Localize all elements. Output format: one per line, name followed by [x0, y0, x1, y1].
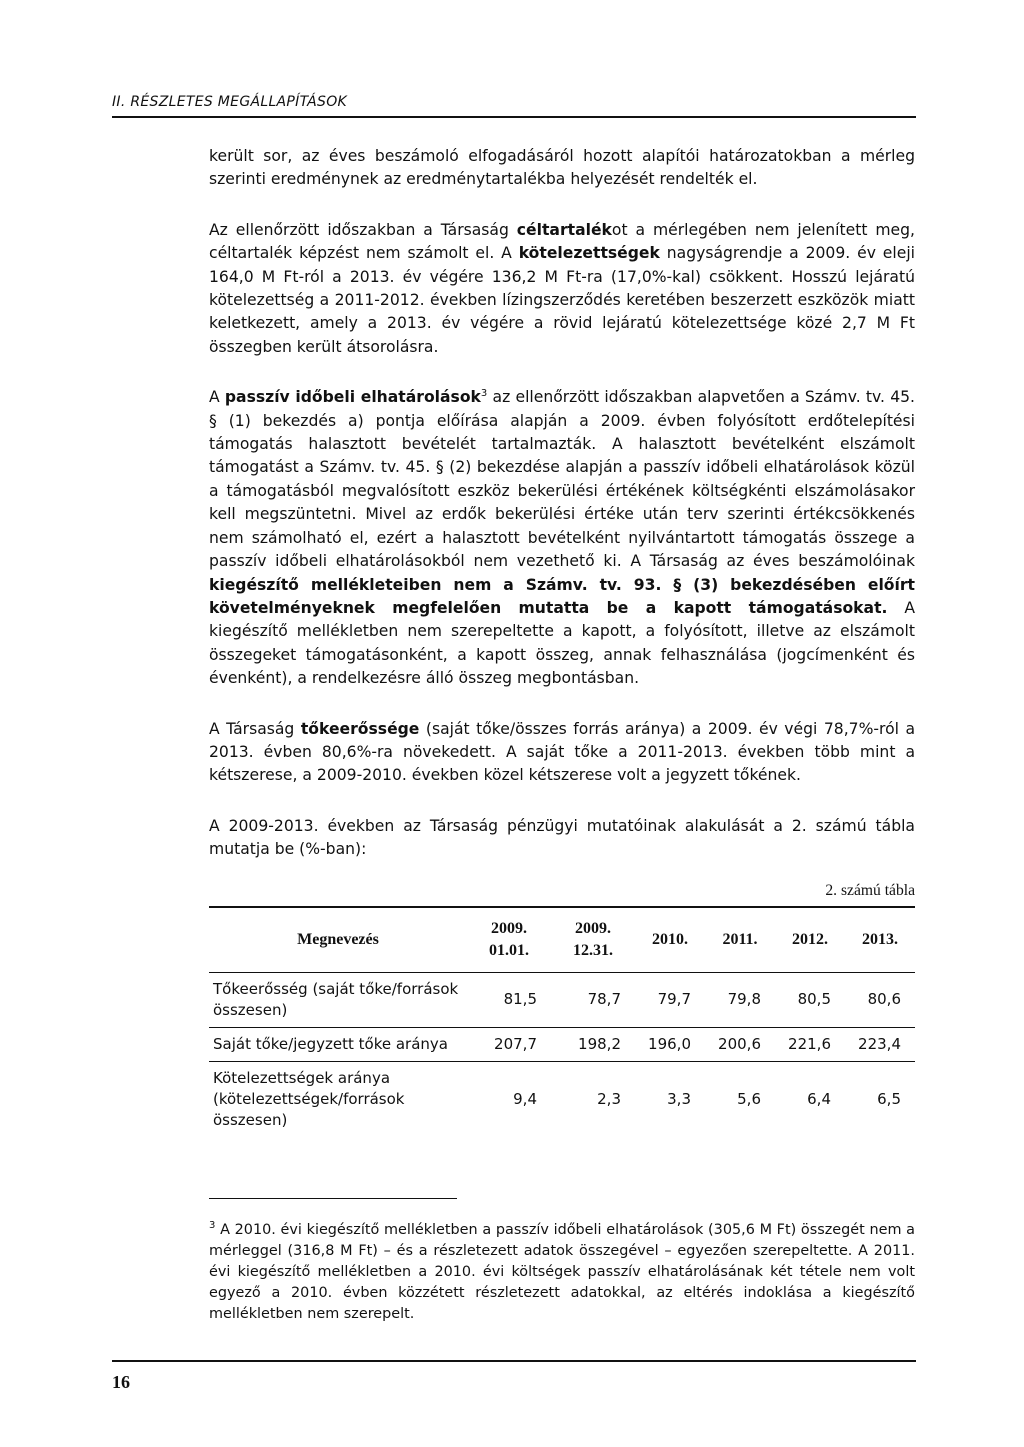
table-row: [209, 972, 915, 1027]
financial-indicators-table: [209, 906, 915, 1137]
cell-value: 207,7: [467, 1027, 551, 1061]
page-number: 16: [112, 1372, 130, 1392]
footnote-mark: 3: [209, 1220, 216, 1231]
cell-value: 3,3: [667, 1089, 691, 1108]
term-celtartalek: céltartalék: [516, 220, 612, 239]
paragraph-3-text-c: A kiegészítő mellékletben nem szerepeltette a kapott, a folyósított, illetve az elszámolt összegeket támogatásonként, a kapott összeg, annak felhasználása (jogcímenként és évenként), a rendelkezésre álló összeg megbontásban.: [209, 598, 916, 688]
footnote-ref: 3: [480, 388, 488, 400]
paragraph-1: került sor, az éves beszámoló elfogadásáról hozott alapítói határozatokban a mérleg szerinti eredménynek az eredménytartalékba helyezését rendelték el.: [209, 147, 915, 189]
main-content: [209, 145, 915, 1137]
paragraph-4-text-a: A Társaság: [209, 719, 301, 738]
cell-value: 2,3: [597, 1089, 621, 1108]
cell-value: 81,5: [467, 972, 551, 1027]
footnote: [209, 1215, 915, 1325]
cell-value: 6,5: [877, 1089, 901, 1108]
cell-value: 196,0: [635, 1027, 705, 1061]
paragraph-2-text-c: nagyságrendje a 2009. év eleji 164,0 M Ft-ról a 2013. év végére 136,2 M Ft-ra (17,0%-kal) csökkent. Hosszú lejáratú kötelezettség a 2011-2012. években lízingszerződés keretében beszerzett eszközök miatt keletkezett, amely a 2013. év végére a rövid lejáratú kötelezettsége közé 2,7 M Ft összegben került átsorolásra.: [209, 244, 915, 356]
col-header-2011: 2011.: [722, 930, 758, 948]
table-header: [209, 907, 915, 973]
paragraph-3-text-a: A: [209, 388, 225, 407]
table-caption: 2. számú tábla: [825, 881, 915, 899]
table-row: [209, 1061, 915, 1137]
col-header-2009-start: 2009. 01.01.: [489, 919, 529, 959]
cell-value: 5,6: [737, 1089, 761, 1108]
footnote-text: A 2010. évi kiegészítő mellékletben a passzív időbeli elhatárolások (305,6 M Ft) összegét nem a mérleggel (316,8 M Ft) – és a részletezett adatok összegével – egyezően szerepeltette. A 2011. évi kiegészítő mellékletben a 2010. évi költségek passzív elhatárolásának két tétele nem volt egyező a 2010. évben közzétett részletezett adatokkal, az eltérés indoklása a kiegészítő mellékletben nem szerepelt.: [209, 1221, 915, 1322]
header-rule: [112, 116, 916, 118]
table-row: [209, 1027, 915, 1061]
cell-value: 198,2: [551, 1027, 635, 1061]
paragraph-4: [209, 718, 915, 788]
footnote-rule: [209, 1198, 457, 1199]
term-tokeerosseg: tőkeerőssége: [300, 719, 420, 738]
cell-value: 80,6: [845, 972, 915, 1027]
row-label: Saját tőke/jegyzett tőke aránya: [209, 1027, 467, 1061]
row-label: Tőkeerősség (saját tőke/források összesen): [209, 972, 467, 1027]
finding-kiegeszito-melleklet: kiegészítő mellékleteiben nem a Számv. tv. 93. § (3) bekezdésében előírt követelményeknek megfelelően mutatta be a kapott támogatásokat.: [209, 575, 915, 617]
col-header-2009-end: 2009. 12.31.: [573, 919, 613, 959]
cell-value: 221,6: [775, 1027, 845, 1061]
paragraph-2-text-a: Az ellenőrzött időszakban a Társaság: [209, 220, 517, 239]
table-body: [209, 972, 915, 1137]
footer-rule: [112, 1360, 916, 1362]
col-header-2012: 2012.: [792, 930, 828, 948]
term-kotelezettsegek: kötelezettségek: [518, 244, 660, 263]
running-header: II. RÉSZLETES MEGÁLLAPÍTÁSOK: [112, 94, 348, 110]
cell-value: 6,4: [807, 1089, 831, 1108]
cell-value: 78,7: [551, 972, 635, 1027]
cell-value: 223,4: [845, 1027, 915, 1061]
cell-value: 79,8: [705, 972, 775, 1027]
paragraph-3: [209, 386, 915, 690]
paragraph-2: [209, 219, 915, 359]
cell-value: 200,6: [705, 1027, 775, 1061]
row-label: Kötelezettségek aránya (kötelezettségek/források összesen): [213, 1068, 405, 1129]
term-passziv-elhatarolasok: passzív időbeli elhatárolások: [224, 388, 481, 407]
col-header-name: Megnevezés: [297, 930, 379, 948]
col-header-2013: 2013.: [862, 930, 898, 948]
paragraph-4-text-b: (saját tőke/összes forrás aránya) a 2009. év végi 78,7%-ról a 2013. évben 80,6%-ra növekedett. A saját tőke a 2011-2013. években több mint a kétszerese, a 2009-2010. években közel kétszerese volt a jegyzett tőkének.: [209, 719, 915, 785]
table-header-row: [209, 907, 915, 973]
cell-value: 79,7: [635, 972, 705, 1027]
col-header-2010: 2010.: [652, 930, 688, 948]
cell-value: 80,5: [775, 972, 845, 1027]
paragraph-3-text-b: az ellenőrzött időszakban alapvetően a Számv. tv. 45. § (1) bekezdés a) pontja előírása alapján a 2009. évben folyósított erdőtelepítési támogatás halasztott bevételét tartalmazták. A halasztott bevételként elszámolt támogatást a Számv. tv. 45. § (2) bekezdése alapján a passzív időbeli elhatárolások közül a támogatásból megvalósított eszköz bekerülési értékének költségkénti elszámolásakor kell megszüntetni. Mivel az erdők bekerülési értéke után terv szerinti értékcsökkenés nem számolható el, ezért a halasztott bevételként nyilvántartott támogatás összege a passzív időbeli elhatárolásokból nem vezethető ki. A Társaság az éves beszámolóinak: [209, 388, 915, 571]
paragraph-5: A 2009-2013. években az Társaság pénzügyi mutatóinak alakulását a 2. számú tábla mutatja be (%-ban):: [209, 816, 915, 859]
cell-value: 9,4: [513, 1089, 537, 1108]
paragraph-2-text-b: ot a mérlegében nem jelenített meg, céltartalék képzést nem számolt el. A: [209, 220, 915, 263]
